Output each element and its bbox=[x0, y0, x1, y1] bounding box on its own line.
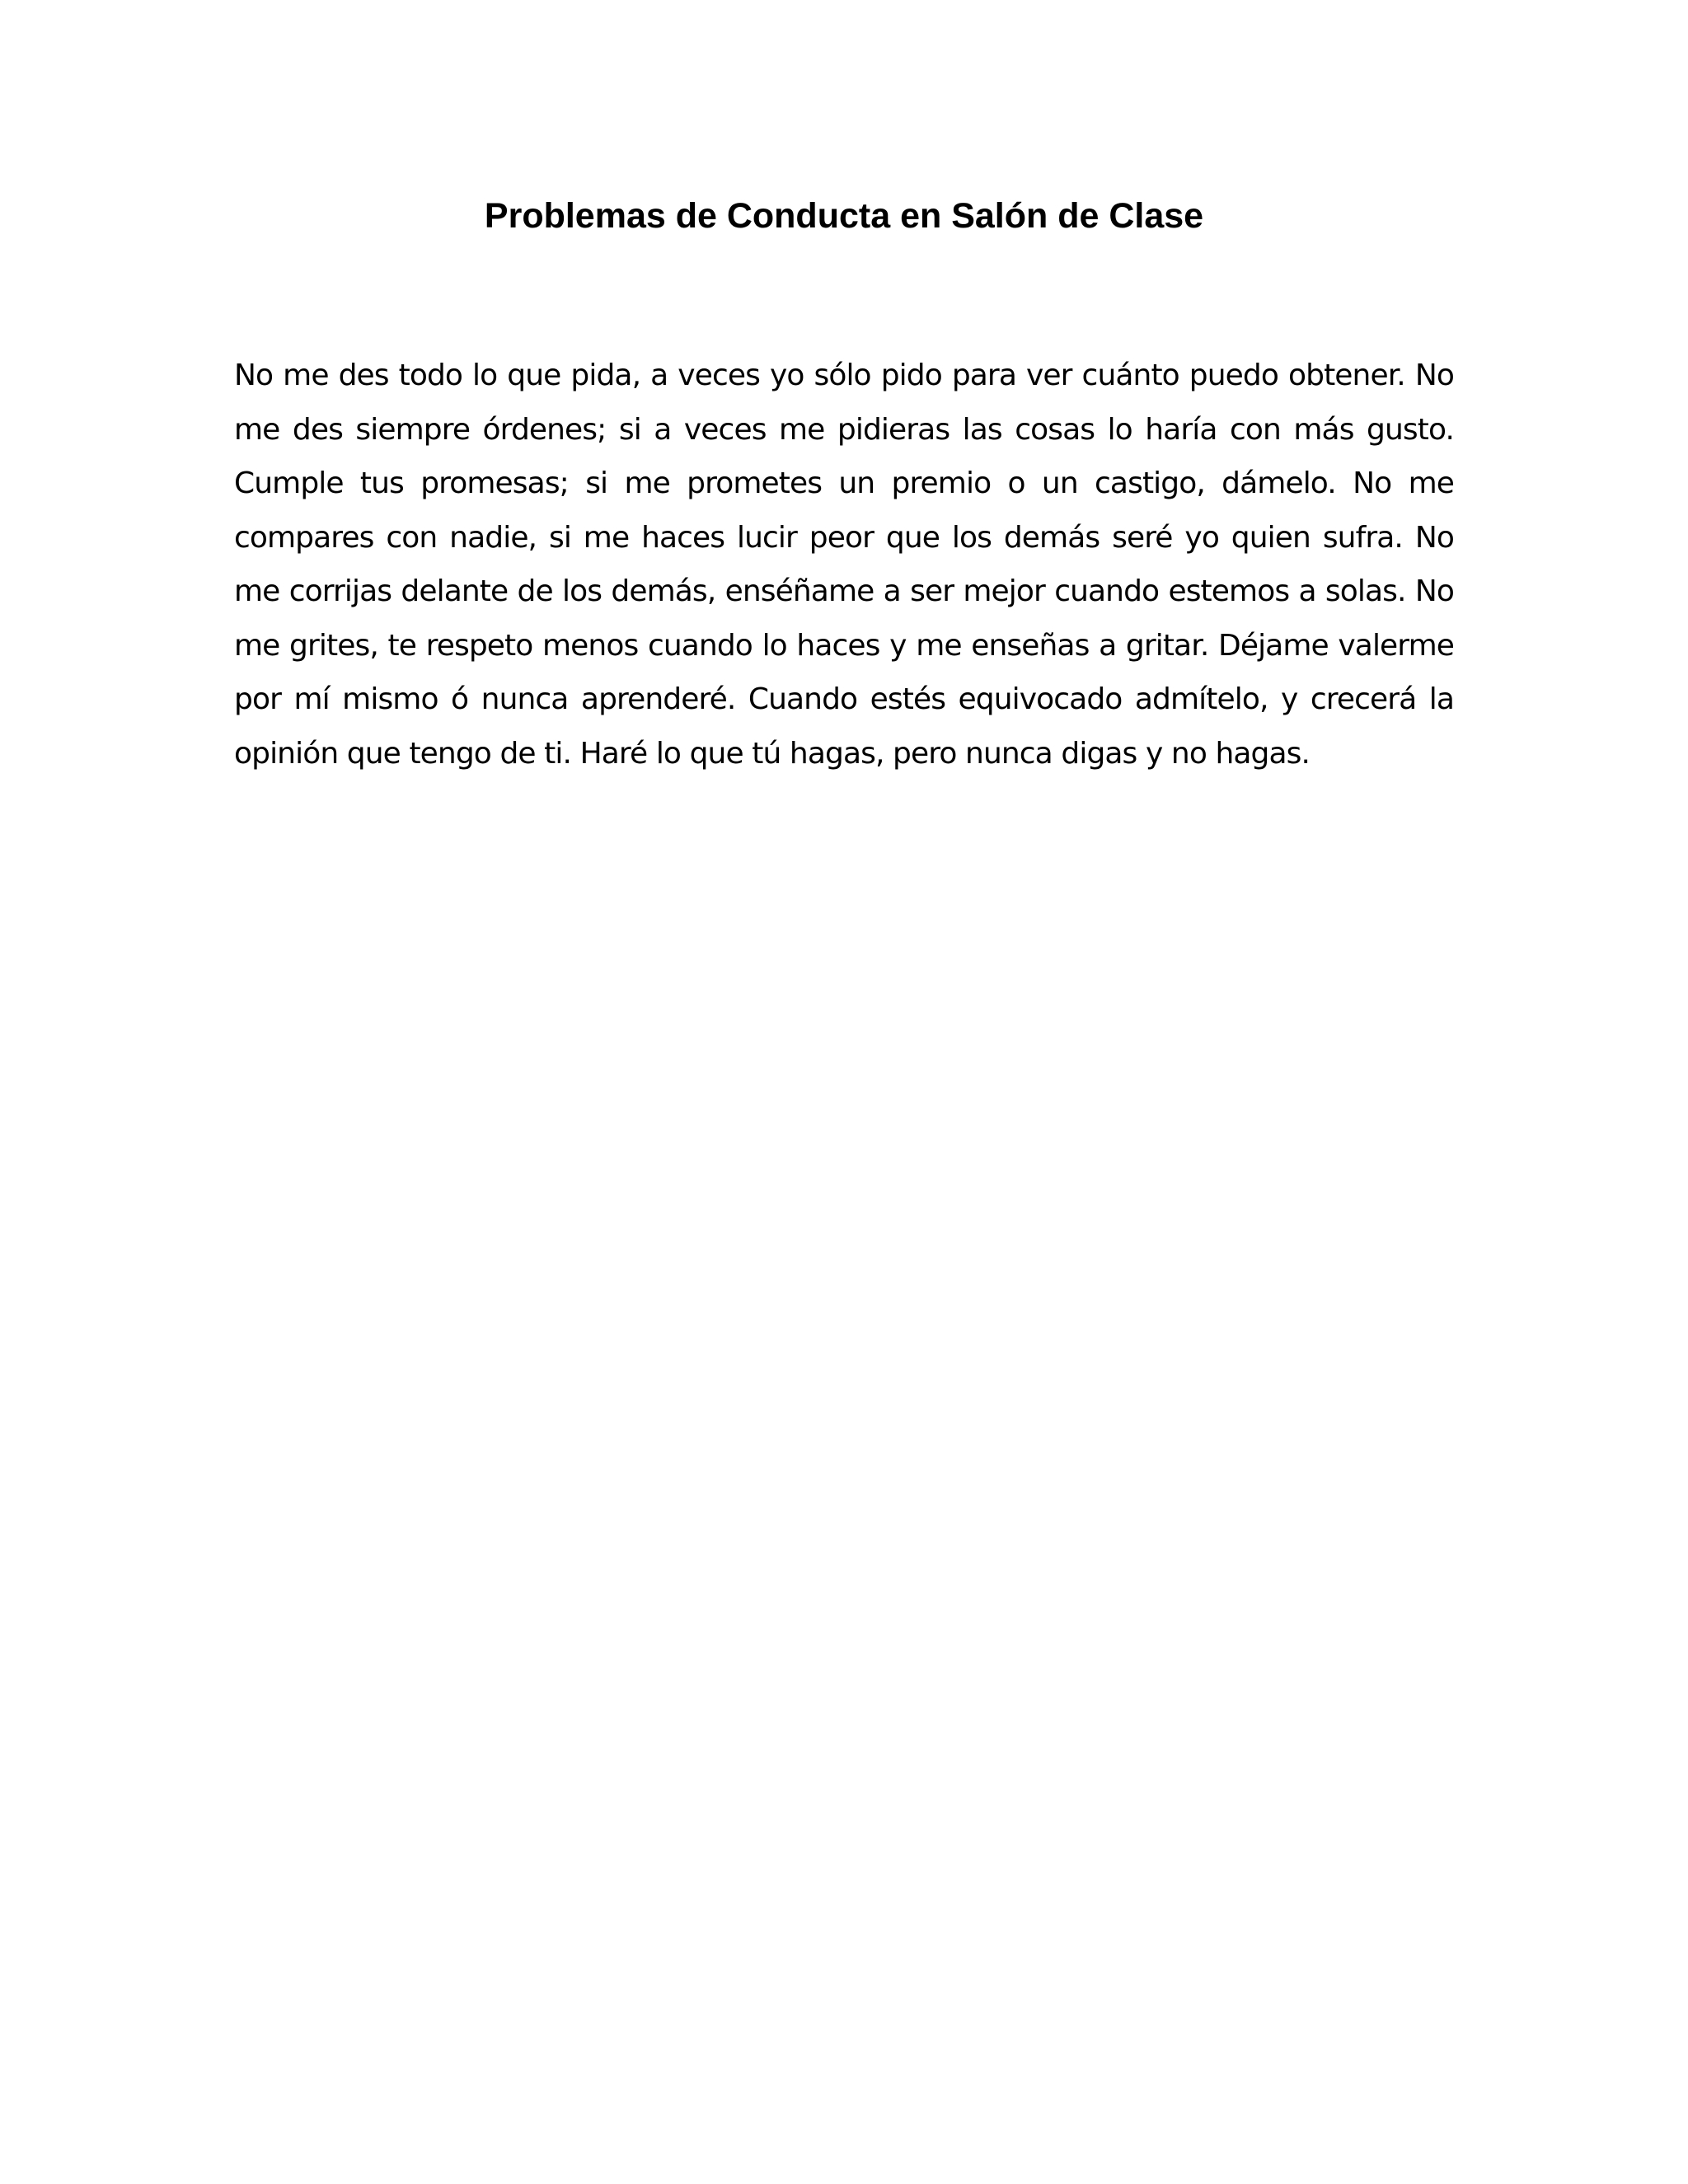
document-title: Problemas de Conducta en Salón de Clase bbox=[484, 196, 1204, 236]
document-body-paragraph: No me des todo lo que pida, a veces yo sólo pido para ver cuánto puedo obtener. No me des siempre órdenes; si a veces me pidieras las cosas lo haría con más gusto. Cumple tus promesas; si me prometes un premio o un castigo, dámelo. No me compares con nadie, si me haces lucir peor que los demás seré yo quien sufra. No me corrijas delante de los demás, enséñame a ser mejor cuando estemos a solas. No me grites, te respeto menos cuando lo haces y me enseñas a gritar. Déjame valerme por mí mismo ó nunca aprenderé. Cuando estés equivocado admítelo, y crecerá la opinión que tengo de ti. Haré lo que tú hagas, pero nunca digas y no hagas. bbox=[234, 359, 1454, 771]
